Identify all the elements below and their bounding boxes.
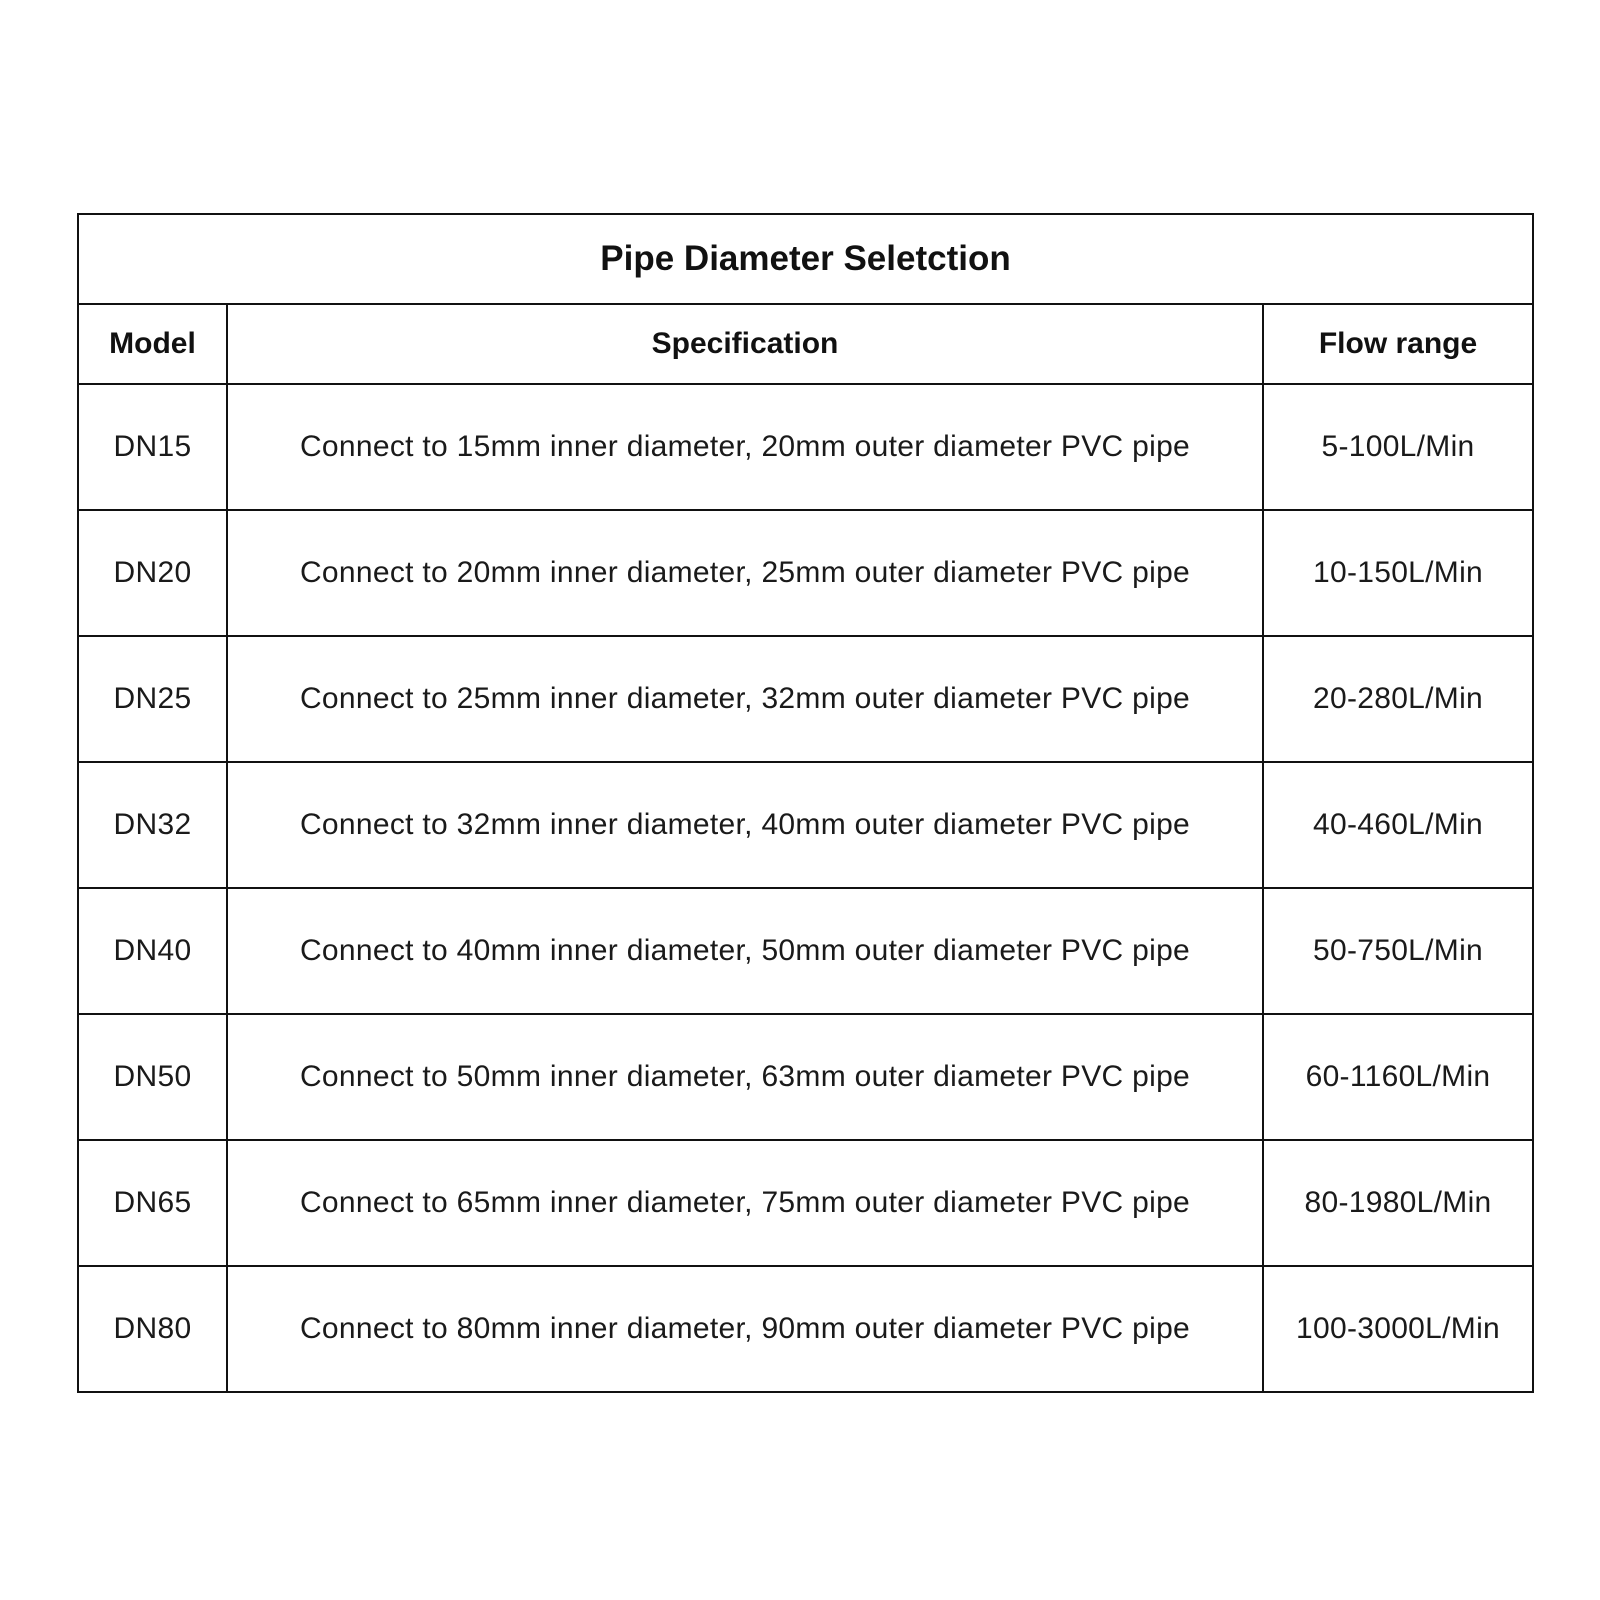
table-title-row [78,214,1533,304]
spec-table [77,213,1534,1393]
flow-range-cell: 100-3000L/Min [1263,1266,1533,1392]
model-cell: DN15 [78,384,227,510]
table-row [78,1140,1533,1266]
flow-range-cell: 80-1980L/Min [1263,1140,1533,1266]
specification-cell: Connect to 80mm inner diameter, 90mm outer diameter PVC pipe [227,1266,1263,1392]
specification-cell: Connect to 40mm inner diameter, 50mm outer diameter PVC pipe [227,888,1263,1014]
column-header-flow-range: Flow range [1263,304,1533,384]
model-cell: DN25 [78,636,227,762]
pipe-diameter-table [77,213,1532,1393]
specification-cell: Connect to 32mm inner diameter, 40mm outer diameter PVC pipe [227,762,1263,888]
specification-cell: Connect to 25mm inner diameter, 32mm outer diameter PVC pipe [227,636,1263,762]
model-cell: DN32 [78,762,227,888]
model-cell: DN20 [78,510,227,636]
table-row [78,888,1533,1014]
flow-range-cell: 10-150L/Min [1263,510,1533,636]
table-row [78,762,1533,888]
table-title: Pipe Diameter Seletction [78,214,1533,304]
specification-cell: Connect to 65mm inner diameter, 75mm outer diameter PVC pipe [227,1140,1263,1266]
flow-range-cell: 40-460L/Min [1263,762,1533,888]
flow-range-cell: 5-100L/Min [1263,384,1533,510]
flow-range-cell: 50-750L/Min [1263,888,1533,1014]
model-cell: DN80 [78,1266,227,1392]
table-row [78,636,1533,762]
specification-cell: Connect to 15mm inner diameter, 20mm outer diameter PVC pipe [227,384,1263,510]
table-row [78,510,1533,636]
model-cell: DN50 [78,1014,227,1140]
table-header-row [78,304,1533,384]
column-header-model: Model [78,304,227,384]
column-header-specification: Specification [227,304,1263,384]
specification-cell: Connect to 20mm inner diameter, 25mm outer diameter PVC pipe [227,510,1263,636]
flow-range-cell: 60-1160L/Min [1263,1014,1533,1140]
specification-cell: Connect to 50mm inner diameter, 63mm outer diameter PVC pipe [227,1014,1263,1140]
table-row [78,1266,1533,1392]
table-row [78,384,1533,510]
model-cell: DN40 [78,888,227,1014]
flow-range-cell: 20-280L/Min [1263,636,1533,762]
model-cell: DN65 [78,1140,227,1266]
table-row [78,1014,1533,1140]
